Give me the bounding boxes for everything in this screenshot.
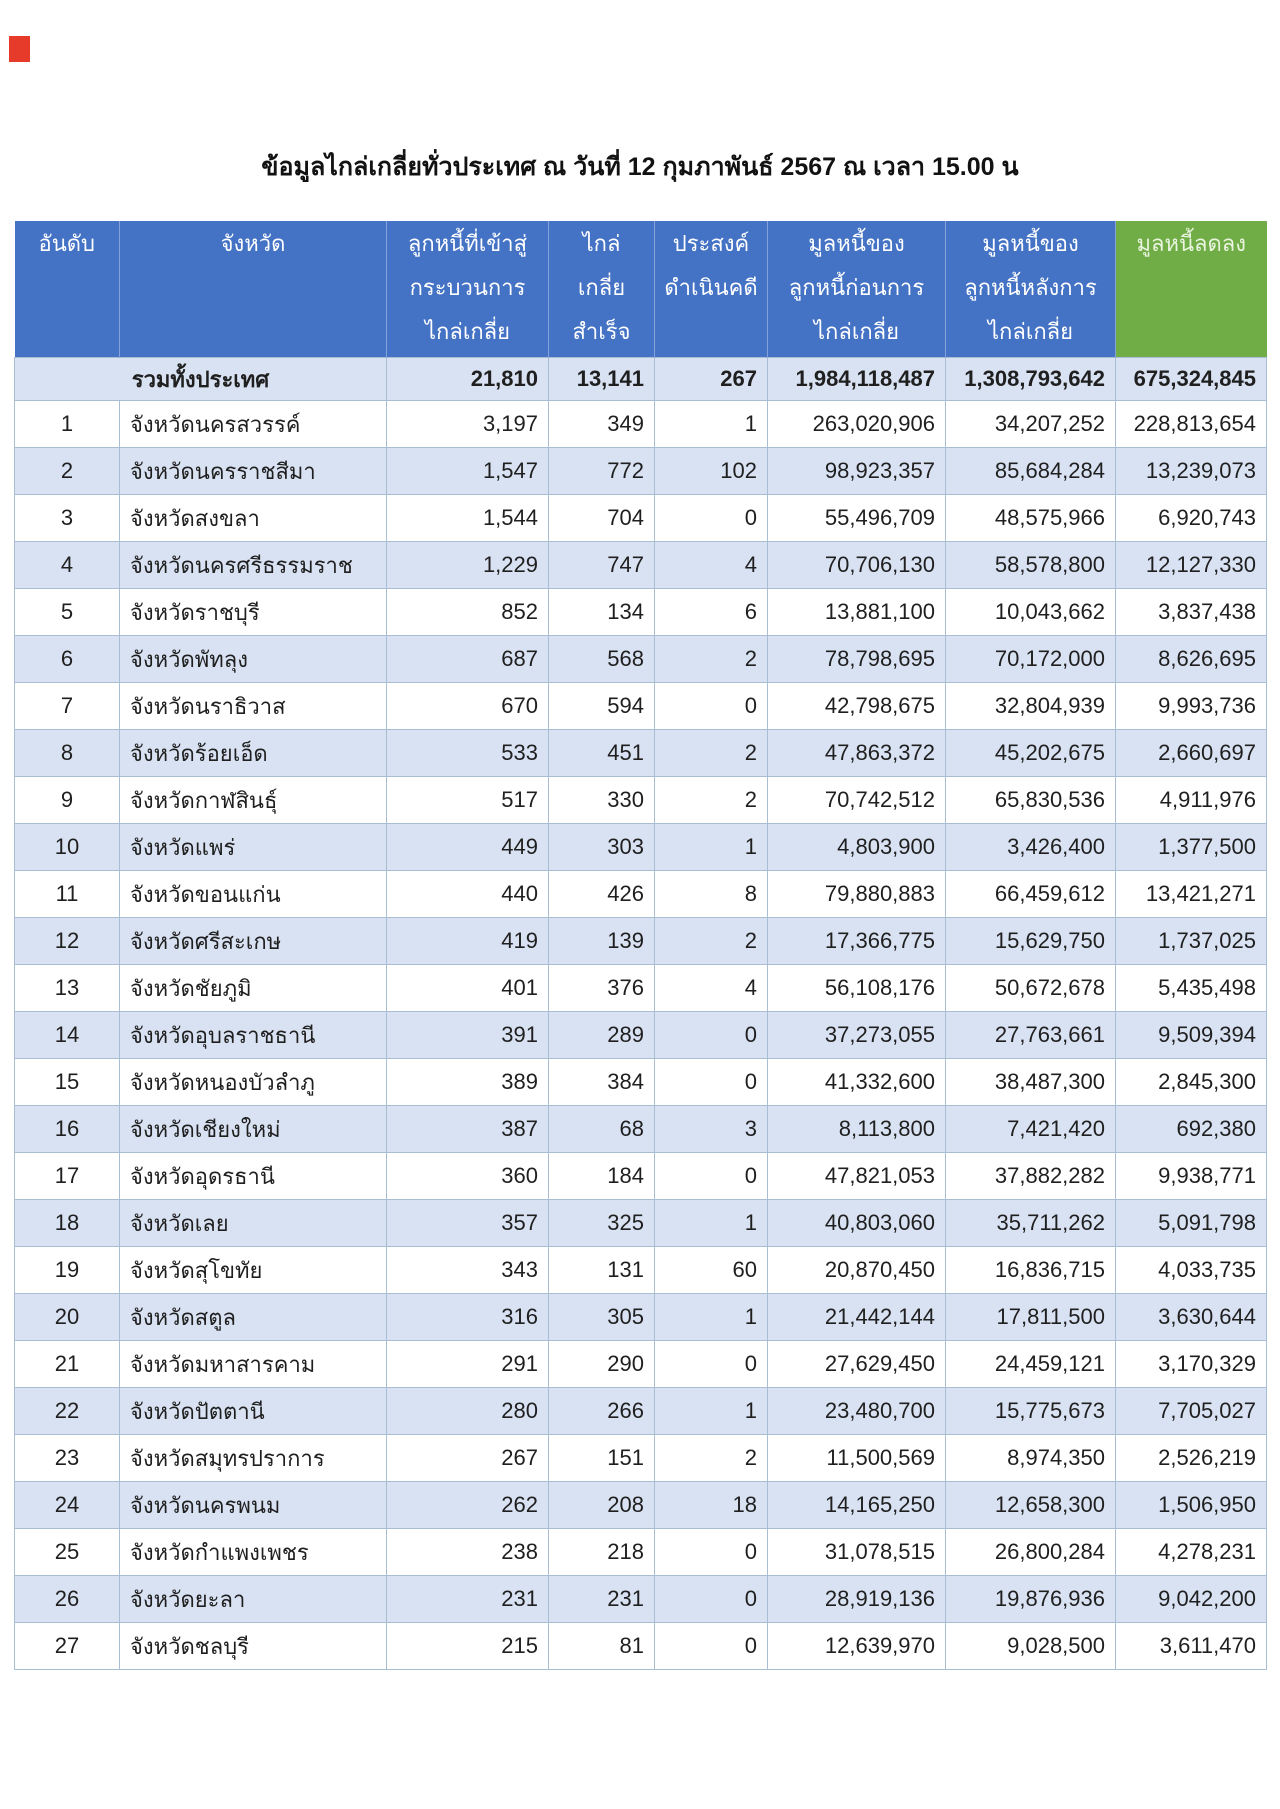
- cell-province: จังหวัดปัตตานี: [120, 1388, 387, 1435]
- cell-debt-reduced: 228,813,654: [1116, 401, 1267, 448]
- cell-debtors-entered: 389: [387, 1059, 549, 1106]
- cell-debt-reduced: 2,526,219: [1116, 1435, 1267, 1482]
- cell-debt-before: 47,863,372: [768, 730, 946, 777]
- table-row: [15, 1341, 1267, 1388]
- cell-debtors-entered: 231: [387, 1576, 549, 1623]
- cell-debt-before: 56,108,176: [768, 965, 946, 1012]
- total-value-debt-reduced: 675,324,845: [1116, 358, 1267, 401]
- cell-debt-after: 7,421,420: [946, 1106, 1116, 1153]
- cell-debt-before: 20,870,450: [768, 1247, 946, 1294]
- cell-intend-prosecute: 0: [655, 1623, 768, 1670]
- cell-debt-before: 79,880,883: [768, 871, 946, 918]
- cell-debt-reduced: 7,705,027: [1116, 1388, 1267, 1435]
- cell-debtors-entered: 391: [387, 1012, 549, 1059]
- cell-intend-prosecute: 2: [655, 1435, 768, 1482]
- cell-debt-after: 45,202,675: [946, 730, 1116, 777]
- cell-debtors-entered: 687: [387, 636, 549, 683]
- cell-rank: 25: [15, 1529, 120, 1576]
- cell-province: จังหวัดอุดรธานี: [120, 1153, 387, 1200]
- mediation-table: [14, 221, 1267, 1670]
- cell-debt-after: 15,775,673: [946, 1388, 1116, 1435]
- col-header-debt-after: มูลหนี้ของ ลูกหนี้หลังการ ไกล่เกลี่ย: [946, 221, 1116, 358]
- cell-debt-before: 31,078,515: [768, 1529, 946, 1576]
- cell-debt-before: 78,798,695: [768, 636, 946, 683]
- cell-debtors-entered: 238: [387, 1529, 549, 1576]
- table-row: [15, 1435, 1267, 1482]
- cell-debt-reduced: 1,737,025: [1116, 918, 1267, 965]
- col-header-intend-prosecute: ประสงค์ ดำเนินคดี: [655, 221, 768, 358]
- cell-debtors-entered: 267: [387, 1435, 549, 1482]
- cell-mediation-success: 208: [549, 1482, 655, 1529]
- cell-intend-prosecute: 4: [655, 965, 768, 1012]
- cell-province: จังหวัดนครราชสีมา: [120, 448, 387, 495]
- cell-debt-before: 27,629,450: [768, 1341, 946, 1388]
- cell-debtors-entered: 360: [387, 1153, 549, 1200]
- cell-mediation-success: 376: [549, 965, 655, 1012]
- cell-debt-reduced: 1,506,950: [1116, 1482, 1267, 1529]
- table-row: [15, 636, 1267, 683]
- cell-debtors-entered: 291: [387, 1341, 549, 1388]
- red-marker: [9, 36, 30, 62]
- table-row: [15, 1247, 1267, 1294]
- cell-rank: 5: [15, 589, 120, 636]
- cell-debt-reduced: 5,091,798: [1116, 1200, 1267, 1247]
- cell-intend-prosecute: 0: [655, 1012, 768, 1059]
- table-row: [15, 824, 1267, 871]
- cell-rank: 11: [15, 871, 120, 918]
- cell-province: จังหวัดสมุทรปราการ: [120, 1435, 387, 1482]
- cell-intend-prosecute: 2: [655, 730, 768, 777]
- cell-mediation-success: 451: [549, 730, 655, 777]
- cell-rank: 21: [15, 1341, 120, 1388]
- cell-debt-after: 85,684,284: [946, 448, 1116, 495]
- cell-debt-before: 98,923,357: [768, 448, 946, 495]
- table-head: [15, 221, 1267, 358]
- cell-mediation-success: 747: [549, 542, 655, 589]
- table-row: [15, 1059, 1267, 1106]
- cell-province: จังหวัดร้อยเอ็ด: [120, 730, 387, 777]
- cell-debt-after: 3,426,400: [946, 824, 1116, 871]
- cell-rank: 12: [15, 918, 120, 965]
- col-header-mediation-success: ไกล่ เกลี่ย สำเร็จ: [549, 221, 655, 358]
- cell-intend-prosecute: 2: [655, 636, 768, 683]
- cell-debt-after: 10,043,662: [946, 589, 1116, 636]
- cell-debt-after: 37,882,282: [946, 1153, 1116, 1200]
- total-value-intend-prosecute: 267: [655, 358, 768, 401]
- cell-debt-before: 263,020,906: [768, 401, 946, 448]
- cell-debt-before: 21,442,144: [768, 1294, 946, 1341]
- cell-mediation-success: 594: [549, 683, 655, 730]
- table-row: [15, 1200, 1267, 1247]
- cell-debtors-entered: 1,544: [387, 495, 549, 542]
- cell-intend-prosecute: 0: [655, 1341, 768, 1388]
- table-row: [15, 777, 1267, 824]
- cell-debt-before: 17,366,775: [768, 918, 946, 965]
- cell-rank: 10: [15, 824, 120, 871]
- cell-province: จังหวัดอุบลราชธานี: [120, 1012, 387, 1059]
- cell-province: จังหวัดสุโขทัย: [120, 1247, 387, 1294]
- cell-rank: 15: [15, 1059, 120, 1106]
- cell-rank: 26: [15, 1576, 120, 1623]
- cell-debt-reduced: 8,626,695: [1116, 636, 1267, 683]
- cell-debt-reduced: 2,660,697: [1116, 730, 1267, 777]
- cell-mediation-success: 426: [549, 871, 655, 918]
- cell-debt-reduced: 3,630,644: [1116, 1294, 1267, 1341]
- cell-debt-after: 15,629,750: [946, 918, 1116, 965]
- cell-debt-reduced: 12,127,330: [1116, 542, 1267, 589]
- table-row: [15, 1012, 1267, 1059]
- cell-rank: 17: [15, 1153, 120, 1200]
- cell-debtors-entered: 517: [387, 777, 549, 824]
- cell-intend-prosecute: 18: [655, 1482, 768, 1529]
- table-row: [15, 730, 1267, 777]
- cell-mediation-success: 349: [549, 401, 655, 448]
- cell-debt-after: 34,207,252: [946, 401, 1116, 448]
- cell-debtors-entered: 343: [387, 1247, 549, 1294]
- cell-debt-after: 12,658,300: [946, 1482, 1116, 1529]
- cell-debt-after: 70,172,000: [946, 636, 1116, 683]
- cell-mediation-success: 231: [549, 1576, 655, 1623]
- cell-debt-reduced: 5,435,498: [1116, 965, 1267, 1012]
- cell-province: จังหวัดขอนแก่น: [120, 871, 387, 918]
- cell-rank: 3: [15, 495, 120, 542]
- cell-mediation-success: 81: [549, 1623, 655, 1670]
- cell-mediation-success: 131: [549, 1247, 655, 1294]
- cell-mediation-success: 218: [549, 1529, 655, 1576]
- table-container: [14, 221, 1267, 1670]
- cell-debt-reduced: 6,920,743: [1116, 495, 1267, 542]
- cell-rank: 1: [15, 401, 120, 448]
- cell-rank: 19: [15, 1247, 120, 1294]
- cell-intend-prosecute: 1: [655, 1200, 768, 1247]
- table-row: [15, 683, 1267, 730]
- cell-intend-prosecute: 0: [655, 683, 768, 730]
- table-row: [15, 589, 1267, 636]
- table-row: [15, 1623, 1267, 1670]
- table-row: [15, 1106, 1267, 1153]
- cell-debt-reduced: 9,938,771: [1116, 1153, 1267, 1200]
- cell-debt-reduced: 3,611,470: [1116, 1623, 1267, 1670]
- cell-rank: 8: [15, 730, 120, 777]
- col-header-debtors-entered: ลูกหนี้ที่เข้าสู่ กระบวนการ ไกล่เกลี่ย: [387, 221, 549, 358]
- cell-debtors-entered: 852: [387, 589, 549, 636]
- cell-province: จังหวัดยะลา: [120, 1576, 387, 1623]
- cell-mediation-success: 303: [549, 824, 655, 871]
- cell-mediation-success: 325: [549, 1200, 655, 1247]
- cell-debt-before: 28,919,136: [768, 1576, 946, 1623]
- cell-rank: 14: [15, 1012, 120, 1059]
- table-row: [15, 1576, 1267, 1623]
- cell-debt-before: 11,500,569: [768, 1435, 946, 1482]
- cell-debt-after: 17,811,500: [946, 1294, 1116, 1341]
- cell-debt-after: 66,459,612: [946, 871, 1116, 918]
- cell-province: จังหวัดนครสวรรค์: [120, 401, 387, 448]
- cell-intend-prosecute: 2: [655, 777, 768, 824]
- cell-debt-after: 16,836,715: [946, 1247, 1116, 1294]
- cell-mediation-success: 568: [549, 636, 655, 683]
- table-header-row: [15, 221, 1267, 358]
- cell-debtors-entered: 401: [387, 965, 549, 1012]
- cell-province: จังหวัดเลย: [120, 1200, 387, 1247]
- cell-debtors-entered: 387: [387, 1106, 549, 1153]
- total-value-mediation-success: 13,141: [549, 358, 655, 401]
- cell-mediation-success: 134: [549, 589, 655, 636]
- cell-debt-before: 70,742,512: [768, 777, 946, 824]
- cell-province: จังหวัดมหาสารคาม: [120, 1341, 387, 1388]
- total-value-debt-after: 1,308,793,642: [946, 358, 1116, 401]
- cell-mediation-success: 772: [549, 448, 655, 495]
- cell-debt-before: 12,639,970: [768, 1623, 946, 1670]
- cell-mediation-success: 139: [549, 918, 655, 965]
- cell-debt-reduced: 692,380: [1116, 1106, 1267, 1153]
- cell-debt-reduced: 9,509,394: [1116, 1012, 1267, 1059]
- cell-debtors-entered: 357: [387, 1200, 549, 1247]
- cell-debt-after: 35,711,262: [946, 1200, 1116, 1247]
- cell-intend-prosecute: 0: [655, 495, 768, 542]
- cell-mediation-success: 68: [549, 1106, 655, 1153]
- cell-intend-prosecute: 2: [655, 918, 768, 965]
- cell-intend-prosecute: 1: [655, 824, 768, 871]
- col-header-province: จังหวัด: [120, 221, 387, 358]
- cell-rank: 2: [15, 448, 120, 495]
- cell-debtors-entered: 3,197: [387, 401, 549, 448]
- cell-rank: 24: [15, 1482, 120, 1529]
- cell-province: จังหวัดนครพนม: [120, 1482, 387, 1529]
- cell-debt-before: 42,798,675: [768, 683, 946, 730]
- cell-province: จังหวัดนครศรีธรรมราช: [120, 542, 387, 589]
- table-row: [15, 1529, 1267, 1576]
- cell-debt-reduced: 4,278,231: [1116, 1529, 1267, 1576]
- cell-rank: 13: [15, 965, 120, 1012]
- total-label: รวมทั้งประเทศ: [15, 358, 387, 401]
- page-title: ข้อมูลไกล่เกลี่ยทั่วประเทศ ณ วันที่ 12 กุมภาพันธ์ 2567 ณ เวลา 15.00 น: [261, 153, 1019, 181]
- cell-intend-prosecute: 1: [655, 1388, 768, 1435]
- cell-debt-reduced: 4,033,735: [1116, 1247, 1267, 1294]
- cell-intend-prosecute: 60: [655, 1247, 768, 1294]
- col-header-debt-before: มูลหนี้ของ ลูกหนี้ก่อนการ ไกล่เกลี่ย: [768, 221, 946, 358]
- cell-debt-after: 9,028,500: [946, 1623, 1116, 1670]
- cell-debt-reduced: 1,377,500: [1116, 824, 1267, 871]
- cell-debt-reduced: 9,993,736: [1116, 683, 1267, 730]
- table-row: [15, 1153, 1267, 1200]
- cell-rank: 27: [15, 1623, 120, 1670]
- cell-intend-prosecute: 0: [655, 1529, 768, 1576]
- cell-mediation-success: 151: [549, 1435, 655, 1482]
- cell-debt-before: 55,496,709: [768, 495, 946, 542]
- cell-mediation-success: 305: [549, 1294, 655, 1341]
- table-row: [15, 401, 1267, 448]
- cell-province: จังหวัดราชบุรี: [120, 589, 387, 636]
- cell-debt-after: 32,804,939: [946, 683, 1116, 730]
- cell-debt-reduced: 3,837,438: [1116, 589, 1267, 636]
- table-row: [15, 965, 1267, 1012]
- cell-mediation-success: 184: [549, 1153, 655, 1200]
- total-value-debt-before: 1,984,118,487: [768, 358, 946, 401]
- col-header-rank: อันดับ: [15, 221, 120, 358]
- table-row: [15, 448, 1267, 495]
- cell-debt-after: 24,459,121: [946, 1341, 1116, 1388]
- cell-rank: 18: [15, 1200, 120, 1247]
- cell-province: จังหวัดพัทลุง: [120, 636, 387, 683]
- table-row: [15, 1482, 1267, 1529]
- table-row: [15, 1294, 1267, 1341]
- cell-province: จังหวัดนราธิวาส: [120, 683, 387, 730]
- cell-debtors-entered: 280: [387, 1388, 549, 1435]
- cell-debtors-entered: 440: [387, 871, 549, 918]
- cell-province: จังหวัดเชียงใหม่: [120, 1106, 387, 1153]
- cell-province: จังหวัดกาฬสินธุ์: [120, 777, 387, 824]
- cell-debtors-entered: 316: [387, 1294, 549, 1341]
- cell-debtors-entered: 533: [387, 730, 549, 777]
- cell-mediation-success: 704: [549, 495, 655, 542]
- cell-province: จังหวัดชลบุรี: [120, 1623, 387, 1670]
- cell-debt-reduced: 3,170,329: [1116, 1341, 1267, 1388]
- cell-province: จังหวัดหนองบัวลำภู: [120, 1059, 387, 1106]
- cell-debtors-entered: 1,229: [387, 542, 549, 589]
- cell-debtors-entered: 670: [387, 683, 549, 730]
- cell-debt-reduced: 13,239,073: [1116, 448, 1267, 495]
- cell-debtors-entered: 449: [387, 824, 549, 871]
- cell-intend-prosecute: 4: [655, 542, 768, 589]
- table-row: [15, 542, 1267, 589]
- cell-rank: 4: [15, 542, 120, 589]
- cell-intend-prosecute: 0: [655, 1059, 768, 1106]
- cell-province: จังหวัดสตูล: [120, 1294, 387, 1341]
- cell-rank: 16: [15, 1106, 120, 1153]
- cell-province: จังหวัดแพร่: [120, 824, 387, 871]
- cell-intend-prosecute: 3: [655, 1106, 768, 1153]
- cell-debt-after: 8,974,350: [946, 1435, 1116, 1482]
- cell-debt-after: 65,830,536: [946, 777, 1116, 824]
- cell-debtors-entered: 1,547: [387, 448, 549, 495]
- table-row: [15, 495, 1267, 542]
- cell-intend-prosecute: 0: [655, 1153, 768, 1200]
- cell-province: จังหวัดศรีสะเกษ: [120, 918, 387, 965]
- cell-debt-after: 38,487,300: [946, 1059, 1116, 1106]
- cell-debtors-entered: 215: [387, 1623, 549, 1670]
- table-row: [15, 918, 1267, 965]
- cell-rank: 7: [15, 683, 120, 730]
- cell-debt-after: 19,876,936: [946, 1576, 1116, 1623]
- cell-mediation-success: 290: [549, 1341, 655, 1388]
- cell-debtors-entered: 419: [387, 918, 549, 965]
- cell-mediation-success: 266: [549, 1388, 655, 1435]
- cell-province: จังหวัดชัยภูมิ: [120, 965, 387, 1012]
- cell-debt-before: 23,480,700: [768, 1388, 946, 1435]
- cell-intend-prosecute: 8: [655, 871, 768, 918]
- cell-debt-reduced: 2,845,300: [1116, 1059, 1267, 1106]
- cell-debt-before: 40,803,060: [768, 1200, 946, 1247]
- cell-intend-prosecute: 1: [655, 1294, 768, 1341]
- cell-intend-prosecute: 1: [655, 401, 768, 448]
- cell-mediation-success: 330: [549, 777, 655, 824]
- cell-debt-before: 70,706,130: [768, 542, 946, 589]
- cell-debt-reduced: 13,421,271: [1116, 871, 1267, 918]
- cell-debt-before: 4,803,900: [768, 824, 946, 871]
- cell-debtors-entered: 262: [387, 1482, 549, 1529]
- cell-debt-before: 8,113,800: [768, 1106, 946, 1153]
- cell-rank: 23: [15, 1435, 120, 1482]
- table-body: [15, 358, 1267, 1670]
- cell-debt-before: 14,165,250: [768, 1482, 946, 1529]
- cell-province: จังหวัดกำแพงเพชร: [120, 1529, 387, 1576]
- col-header-debt-reduced: มูลหนี้ลดลง: [1116, 221, 1267, 358]
- cell-debt-after: 26,800,284: [946, 1529, 1116, 1576]
- cell-intend-prosecute: 102: [655, 448, 768, 495]
- cell-province: จังหวัดสงขลา: [120, 495, 387, 542]
- cell-mediation-success: 384: [549, 1059, 655, 1106]
- table-row: [15, 871, 1267, 918]
- cell-rank: 22: [15, 1388, 120, 1435]
- total-row: [15, 358, 1267, 401]
- cell-debt-before: 13,881,100: [768, 589, 946, 636]
- cell-debt-after: 27,763,661: [946, 1012, 1116, 1059]
- table-row: [15, 1388, 1267, 1435]
- cell-rank: 9: [15, 777, 120, 824]
- cell-debt-after: 58,578,800: [946, 542, 1116, 589]
- cell-rank: 20: [15, 1294, 120, 1341]
- cell-debt-after: 48,575,966: [946, 495, 1116, 542]
- cell-debt-after: 50,672,678: [946, 965, 1116, 1012]
- cell-debt-reduced: 9,042,200: [1116, 1576, 1267, 1623]
- cell-debt-before: 47,821,053: [768, 1153, 946, 1200]
- cell-debt-reduced: 4,911,976: [1116, 777, 1267, 824]
- cell-mediation-success: 289: [549, 1012, 655, 1059]
- cell-rank: 6: [15, 636, 120, 683]
- cell-intend-prosecute: 6: [655, 589, 768, 636]
- cell-debt-before: 37,273,055: [768, 1012, 946, 1059]
- cell-intend-prosecute: 0: [655, 1576, 768, 1623]
- cell-debt-before: 41,332,600: [768, 1059, 946, 1106]
- total-value-debtors-entered: 21,810: [387, 358, 549, 401]
